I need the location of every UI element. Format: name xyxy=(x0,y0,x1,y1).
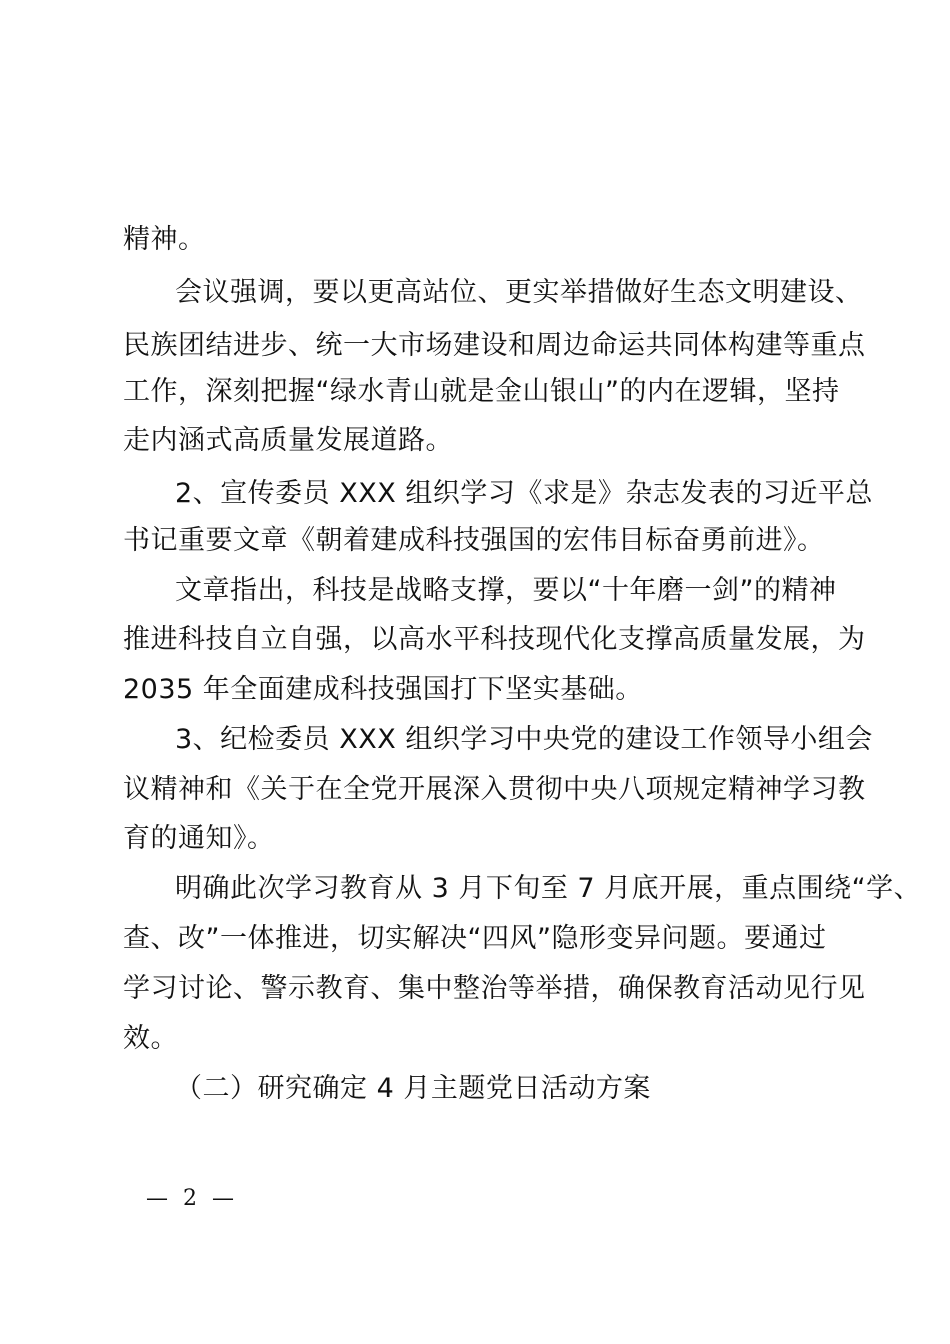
text-line: 精神。 xyxy=(123,224,206,255)
section-heading: （二）研究确定 4 月主题党日活动方案 xyxy=(175,1073,651,1104)
text-line: 议精神和《关于在全党开展深入贯彻中央八项规定精神学习教 xyxy=(123,774,866,805)
text-line: 民族团结进步、统一大市场建设和周边命运共同体构建等重点 xyxy=(123,330,866,361)
text-line: 效。 xyxy=(123,1023,178,1054)
text-line: 推进科技自立自强，以高水平科技现代化支撑高质量发展，为 xyxy=(123,624,866,655)
text-line: 育的通知》。 xyxy=(123,823,275,854)
text-line: 书记重要文章《朝着建成科技强国的宏伟目标奋勇前进》。 xyxy=(123,525,825,556)
text-line: 学习讨论、警示教育、集中整治等举措，确保教育活动见行见 xyxy=(123,973,866,1004)
text-line: 会议强调，要以更高站位、更实举措做好生态文明建设、 xyxy=(175,277,863,308)
text-line: 文章指出，科技是战略支撑，要以“十年磨一剑”的精神 xyxy=(175,575,837,606)
text-line: 2、宣传委员 XXX 组织学习《求是》杂志发表的习近平总 xyxy=(175,478,873,509)
text-line: 3、纪检委员 XXX 组织学习中央党的建设工作领导小组会 xyxy=(175,724,873,755)
text-line: 2035 年全面建成科技强国打下坚实基础。 xyxy=(123,674,643,705)
page-number: — 2 — xyxy=(146,1186,238,1211)
text-line: 走内涵式高质量发展道路。 xyxy=(123,425,453,456)
text-line: 明确此次学习教育从 3 月下旬至 7 月底开展，重点围绕“学、 xyxy=(175,873,922,904)
text-line: 查、改”一体推进，切实解决“四风”隐形变异问题。要通过 xyxy=(123,923,827,954)
text-line: 工作，深刻把握“绿水青山就是金山银山”的内在逻辑，坚持 xyxy=(123,376,840,407)
